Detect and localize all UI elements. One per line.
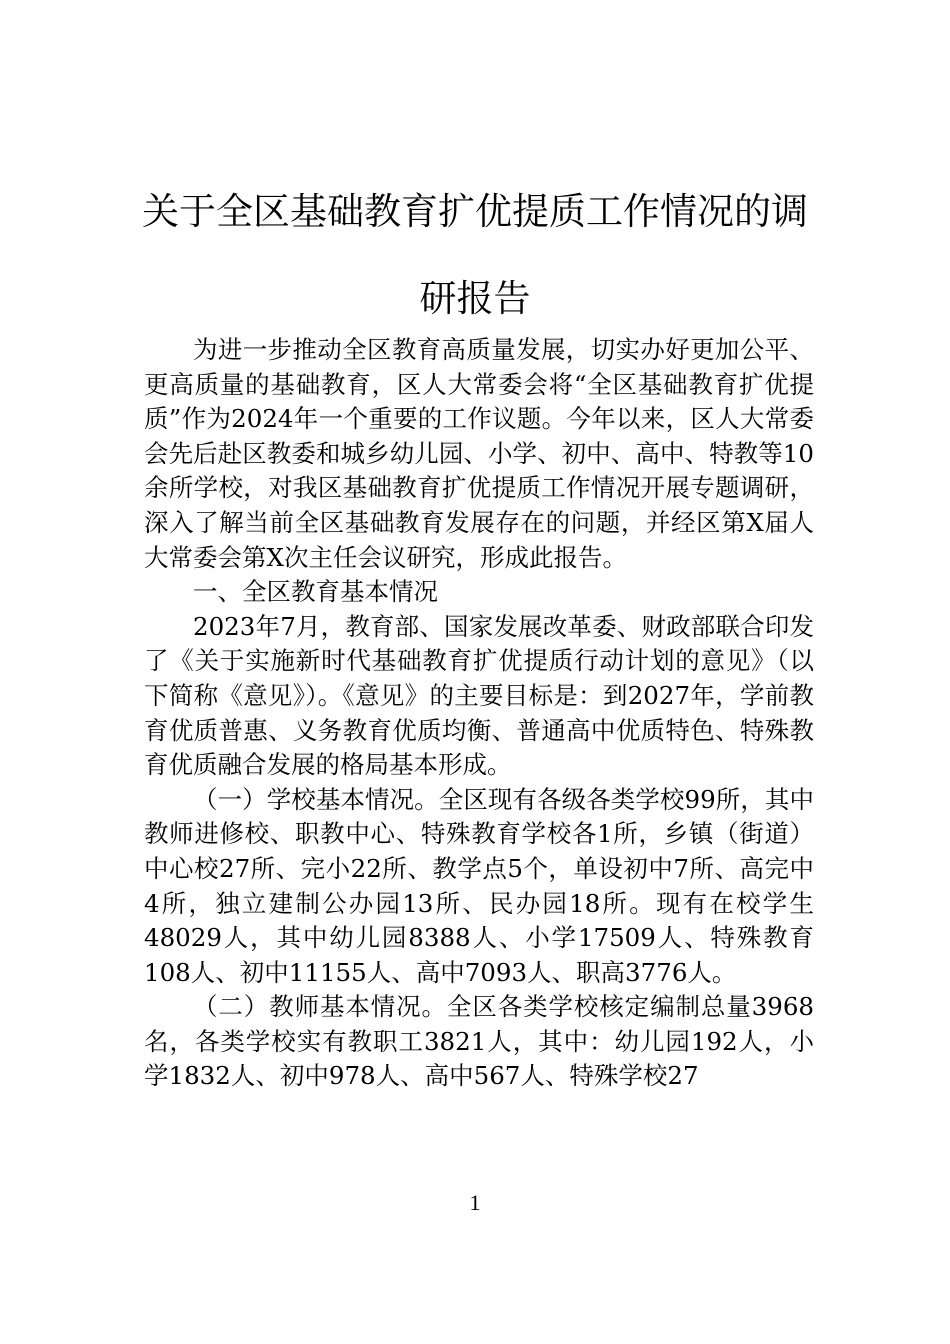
section-heading-1: 一、全区教育基本情况 bbox=[193, 577, 438, 607]
document-title: 关于全区基础教育扩优提质工作情况的调研报告 bbox=[142, 190, 808, 320]
intro-paragraph: 为进一步推动全区教育高质量发展，切实办好更加公平、更高质量的基础教育，区人大常委会将“全区基础教育扩优提质”作为2024年一个重要的工作议题。今年以来，区人大常委会先后赴区教委和城乡幼儿园、小学、初中、高中、特教等10余所学校，对我区基础教育扩优提质工作情况开展专题调研，深入了解当前全区基础教育发展存在的问题，并经区第X届人大常委会第X次主任会议研究，形成此报告。 bbox=[144, 335, 814, 572]
teacher-info-paragraph: （二）教师基本情况。全区各类学校核定编制总量3968名，各类学校实有教职工3821人，其中：幼儿园192人，小学1832人、初中978人、高中567人、特殊学校27 bbox=[144, 992, 814, 1091]
document-body bbox=[144, 333, 814, 1094]
school-info-paragraph: （一）学校基本情况。全区现有各级各类学校99所，其中教师进修校、职教中心、特殊教育学校各1所，乡镇（街道）中心校27所、完小22所、教学点5个，单设初中7所、高完中4所，独立建制公办园13所、民办园18所。现有在校学生48029人，其中幼儿园8388人、小学17509人、特殊教育108人、初中11155人、高中7093人、职高3776人。 bbox=[144, 784, 814, 987]
page-number: 1 bbox=[469, 1190, 481, 1215]
policy-paragraph: 2023年7月，教育部、国家发展改革委、财政部联合印发了《关于实施新时代基础教育扩优提质行动计划的意见》（以下简称《意见》）。《意见》的主要目标是：到2027年，学前教育优质普惠、义务教育优质均衡、普通高中优质特色、特殊教育优质融合发展的格局基本形成。 bbox=[144, 611, 814, 780]
